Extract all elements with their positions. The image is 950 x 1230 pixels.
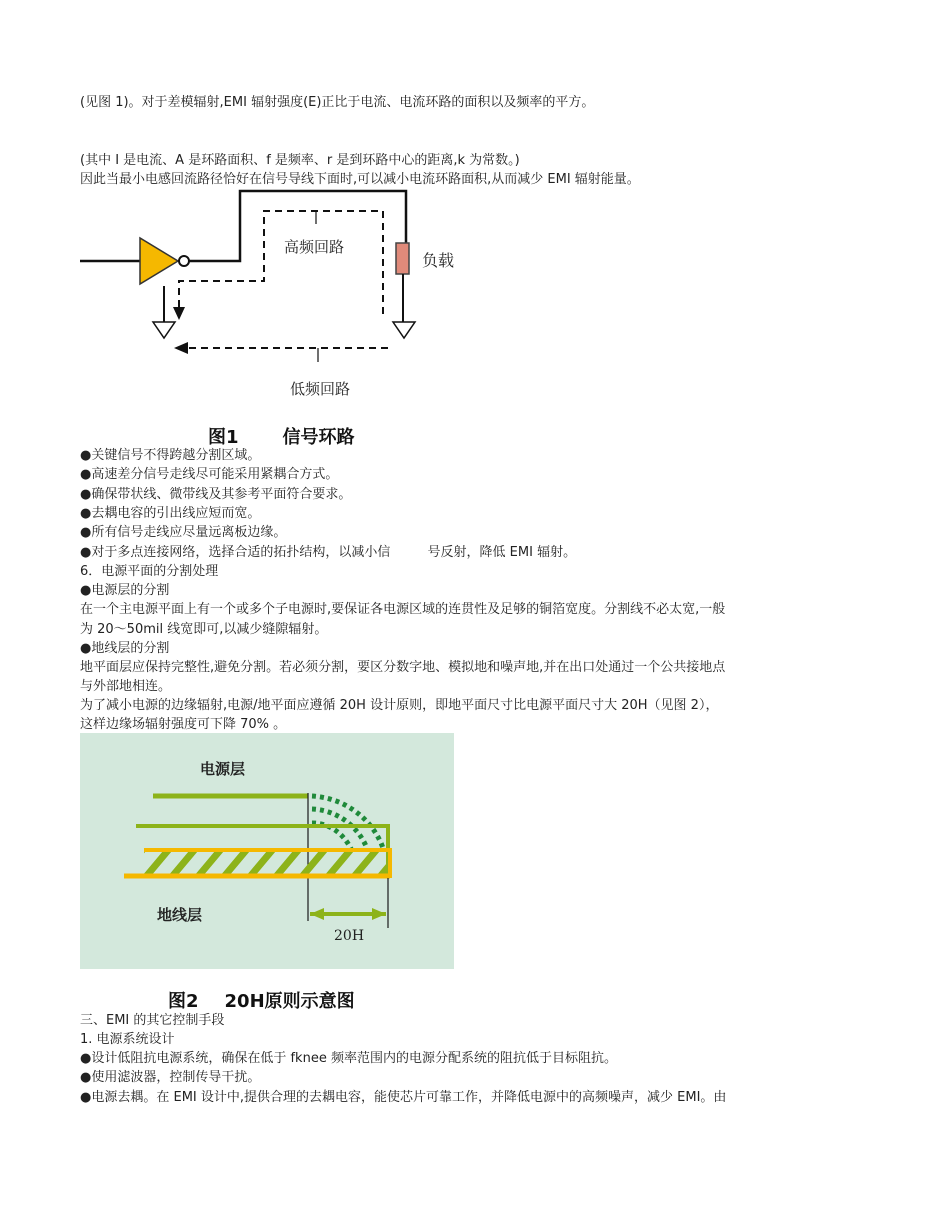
figure2-caption-title: 20H原则示意图	[224, 991, 355, 1012]
paragraph-line: 与外部地相连。	[80, 679, 172, 694]
label-20h: 20H	[334, 928, 365, 944]
label-ground-layer: 地线层	[157, 906, 203, 924]
ground-icon	[153, 322, 175, 338]
load-resistor-icon	[396, 243, 409, 274]
ground-icon	[393, 322, 415, 338]
bullet-item: ●去耦电容的引出线应短而宽。	[80, 506, 261, 521]
text-line: (其中 I 是电流、A 是环路面积、f 是频率、r 是到环路中心的距离,k 为常数。)	[80, 153, 520, 168]
section-heading: 6．电源平面的分割处理	[80, 564, 219, 579]
label-high-frequency-loop: 高频回路	[284, 238, 345, 256]
text-line: 因此当最小电感回流路径恰好在信号导线下面时,可以减小电流环路面积,从而减少 EMI 辐射能量。	[80, 172, 640, 187]
paragraph-line: 为 20～50mil 线宽即可,以减少缝隙辐射。	[80, 622, 328, 637]
bullet-item: ●设计低阻抗电源系统，确保在低于 fknee 频率范围内的电源分配系统的阻抗低于目标阻抗。	[80, 1051, 617, 1066]
paragraph-line: 这样边缘场辐射强度可下降 70% 。	[80, 717, 287, 732]
bullet-item: ●电源去耦。在 EMI 设计中,提供合理的去耦电容，能使芯片可靠工作，并降低电源中的高频噪声，减少 EMI。由	[80, 1090, 727, 1105]
subheading: ●电源层的分割	[80, 583, 170, 598]
buffer-gate-icon	[140, 238, 178, 284]
text-line: (见图 1)。对于差模辐射,EMI 辐射强度(E)正比于电流、电流环路的面积以及频率的平方。	[80, 95, 595, 110]
bullet-item: ●使用滤波器，控制传导干扰。	[80, 1070, 261, 1085]
bullet-item: ●高速差分信号走线尽可能采用紧耦合方式。	[80, 467, 339, 482]
label-load: 负载	[422, 251, 455, 270]
bullet-item: ●所有信号走线应尽量远离板边缘。	[80, 525, 287, 540]
label-power-layer: 电源层	[200, 760, 246, 778]
figure1-caption-number: 图1	[208, 427, 239, 448]
subheading: ●地线层的分割	[80, 641, 170, 656]
bullet-item: ●关键信号不得跨越分割区域。	[80, 448, 261, 463]
figure1-caption-title: 信号环路	[282, 427, 355, 448]
bullet-item: ●确保带状线、微带线及其参考平面符合要求。	[80, 487, 352, 502]
section-heading: 三、EMI 的其它控制手段	[80, 1013, 225, 1028]
paragraph-line: 为了减小电源的边缘辐射,电源/地平面应遵循 20H 设计原则，即地平面尺寸比电源平面尺寸大 20H（见图 2），	[80, 698, 719, 713]
figure-signal-loop	[78, 186, 478, 406]
figure2-caption	[168, 987, 355, 1013]
paragraph-line: 地平面层应保持完整性,避免分割。若必须分割，要区分数字地、模拟地和噪声地,并在出口处通过一个公共接地点	[80, 660, 726, 675]
figure2-caption-number: 图2	[168, 991, 199, 1012]
label-low-frequency-loop: 低频回路	[290, 380, 351, 398]
figure-20h-rule	[80, 733, 454, 969]
bullet-item: ●对于多点连接网络，选择合适的拓扑结构，以减小信 号反射，降低 EMI 辐射。	[80, 545, 577, 560]
subheading: 1. 电源系统设计	[80, 1032, 175, 1047]
paragraph-line: 在一个主电源平面上有一个或多个子电源时,要保证各电源区域的连贯性及足够的铜箔宽度。分割线不必太宽,一般	[80, 602, 726, 617]
